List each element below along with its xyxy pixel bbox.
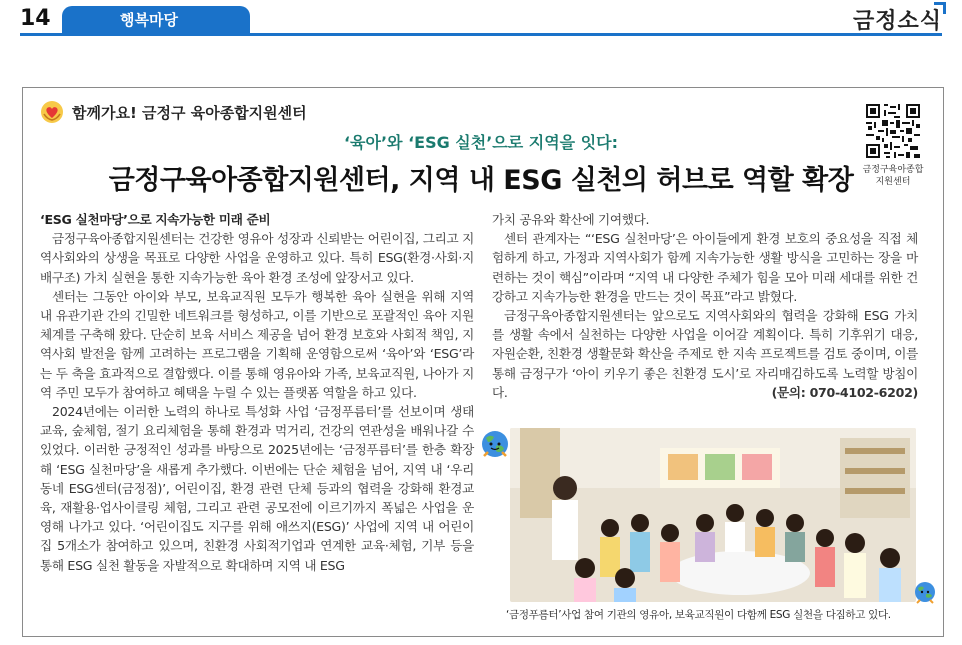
article-kicker	[40, 100, 307, 124]
qr-caption-line-2: 지원센터	[875, 177, 911, 187]
masthead: 금정소식	[852, 9, 942, 34]
body-paragraph: 금정구육아종합지원센터는 앞으로도 지역사회와의 협력을 강화해 ESG 가치를 생활 속에서 실천하는 다양한 사업을 이어갈 계획이다. 특히 기후위기 대응, 자원순환, 친환경 생활문화 확산을 주제로 한 지속 프로젝트를 검토 중이며, 이를 통해 금정구가 ‘아이 키우기 좋은 친환경 도시’로 자리매김하도록 노력할 방침이다.	[492, 308, 918, 400]
contact-info: (문의: 070-4102-6202)	[771, 384, 918, 400]
qr-caption-line-1: 금정구육아종합	[862, 165, 924, 175]
body-paragraph: 센터 관계자는 “‘ESG 실천마당’은 아이들에게 환경 보호의 중요성을 직접 체험하게 하고, 가정과 지역사회가 함께 지속가능한 생활 방식을 고민하는 장을 마련하는 것이 핵심”이라며 “지역 내 다양한 주체가 힘을 모아 미래 세대를 위한 건강하고 지속가능한 환경을 만드는 것이 목표”라고 밝혔다.	[492, 231, 918, 304]
page-number: 14	[20, 6, 51, 31]
article-headline: 금정구육아종합지원센터, 지역 내 ESG 실천의 허브로 역할 확장	[108, 165, 854, 196]
photo-caption: ‘금정푸름터’사업 참여 기관의 영유아, 보육교직원이 다함께 ESG 실천을 다짐하고 있다.	[506, 609, 891, 621]
header-rule	[20, 33, 942, 36]
masthead-corner-mark	[934, 2, 946, 14]
section-tab: 행복마당	[62, 6, 250, 34]
earth-mascot-icon	[478, 428, 512, 462]
body-paragraph: 2024년에는 이러한 노력의 하나로 특성화 사업 ‘금정푸름터’를 선보이며 생태교육, 숲체험, 절기 요리체험을 통해 환경과 먹거리, 건강의 연관성을 배워나갈 수 있었다. 이러한 긍정적인 성과를 바탕으로 2025년에는 ‘금정푸름터’를 한층 확장해 ‘ESG 실천마당’을 새롭게 추가했다. 이번에는 단순 체험을 넘어, 지역 내 ‘우리동네 ESG센터(금정점)’, 어린이집, 환경 관련 단체 등과의 협력을 강화해 환경교육, 재활용·업사이클링 체험, 그리고 관련 공모전에 이르기까지 폭넓은 사업을 운영해 나가고 있다. ‘어린이집도 지구를 위해 애쓰지(ESG)’ 사업에 지역 내 어린이집 5개소가 참여하고 있으며, 친환경 사회적기업과 연계한 교육·체험, 기부 등을 통해 ESG 실천 활동을 자발적으로 확대하며 지역 내 ESG	[40, 404, 474, 573]
article-lead: ‘ESG 실천마당’으로 지속가능한 미래 준비	[40, 212, 271, 227]
qr-code[interactable]	[864, 102, 922, 160]
body-paragraph: 센터는 그동안 아이와 부모, 보육교직원 모두가 행복한 육아 실현을 위해 지역 내 유관기관 간의 긴밀한 네트워크를 형성하고, 이를 기반으로 포괄적인 육아 지원 체계를 구축해 왔다. 단순히 보육 서비스 제공을 넘어 환경 보호와 사회적 책임, 지역사회 발전을 함께 고려하는 프로그램을 기획해 운영함으로써 ‘육아’와 ‘ESG’라는 두 축을 효과적으로 결합했다. 이를 통해 영유아와 가족, 보육교직원, 나아가 지역 주민 모두가 참여하고 혜택을 누릴 수 있는 플랫폼 역할을 하고 있다.	[40, 288, 474, 400]
qr-caption	[850, 164, 936, 188]
article-subtitle: ‘육아’와 ‘ESG 실천’으로 지역을 잇다:	[343, 133, 619, 152]
kicker-text: 함께가요! 금정구 육아종합지원센터	[72, 103, 307, 122]
body-paragraph: 금정구육아종합지원센터는 건강한 영유아 성장과 신뢰받는 어린이집, 그리고 지역사회와의 상생을 목표로 다양한 사업을 운영하고 있다. 특히 ESG(환경·사회·지배구조) 가치 실현을 통한 지속가능한 육아 환경 조성에 앞장서고 있다.	[40, 231, 474, 285]
group-photo	[510, 428, 916, 602]
heart-hands-icon	[40, 100, 64, 124]
earth-mascot-icon	[912, 580, 938, 606]
body-paragraph: 가치 공유와 확산에 기여했다.	[492, 212, 650, 227]
article-column-left	[40, 210, 474, 575]
article-column-right	[492, 210, 918, 402]
